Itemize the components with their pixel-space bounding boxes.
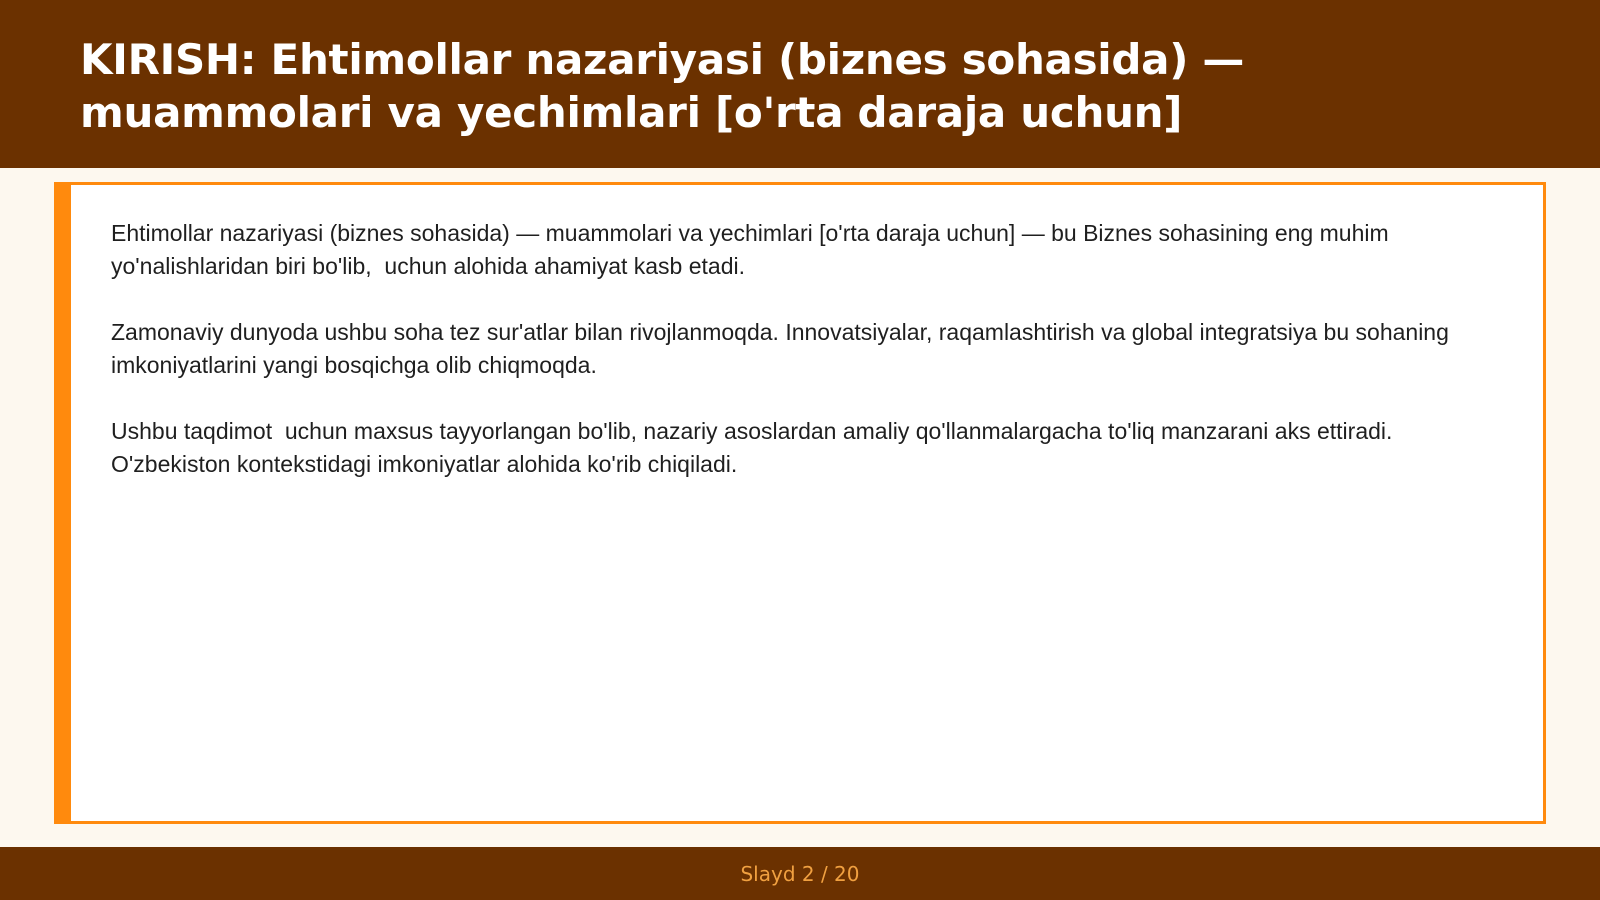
context-paragraph: Zamonaviy dunyoda ushbu soha tez sur'atlar bilan rivojlanmoqda. Innovatsiyalar, raqamlashtirish va global integratsiya bu sohaning imkoniyatlarini yangi bosqichga olib chiqmoqda. [111,319,1456,378]
purpose-paragraph: Ushbu taqdimot uchun maxsus tayyorlangan bo'lib, nazariy asoslardan amaliy qo'llanmalargacha to'liq manzarani aks ettiradi. O'zbekiston kontekstidagi imkoniyatlar alohida ko'rib chiqiladi. [111,418,1399,477]
intro-paragraph: Ehtimollar nazariyasi (biznes sohasida) — muammolari va yechimlari [o'rta daraja uchun] — bu Biznes sohasining eng muhim yo'nalishlaridan biri bo'lib, uchun alohida ahamiyat kasb etadi. [111,220,1396,279]
slide-footer [0,847,1600,900]
slide-counter: Slayd 2 / 20 [740,861,860,886]
content-card [54,182,1546,824]
slide-title: KIRISH: Ehtimollar nazariyasi (biznes sohasida) — muammolari va yechimlari [o'rta daraja uchun] [80,35,1245,137]
slide-header [0,0,1600,168]
